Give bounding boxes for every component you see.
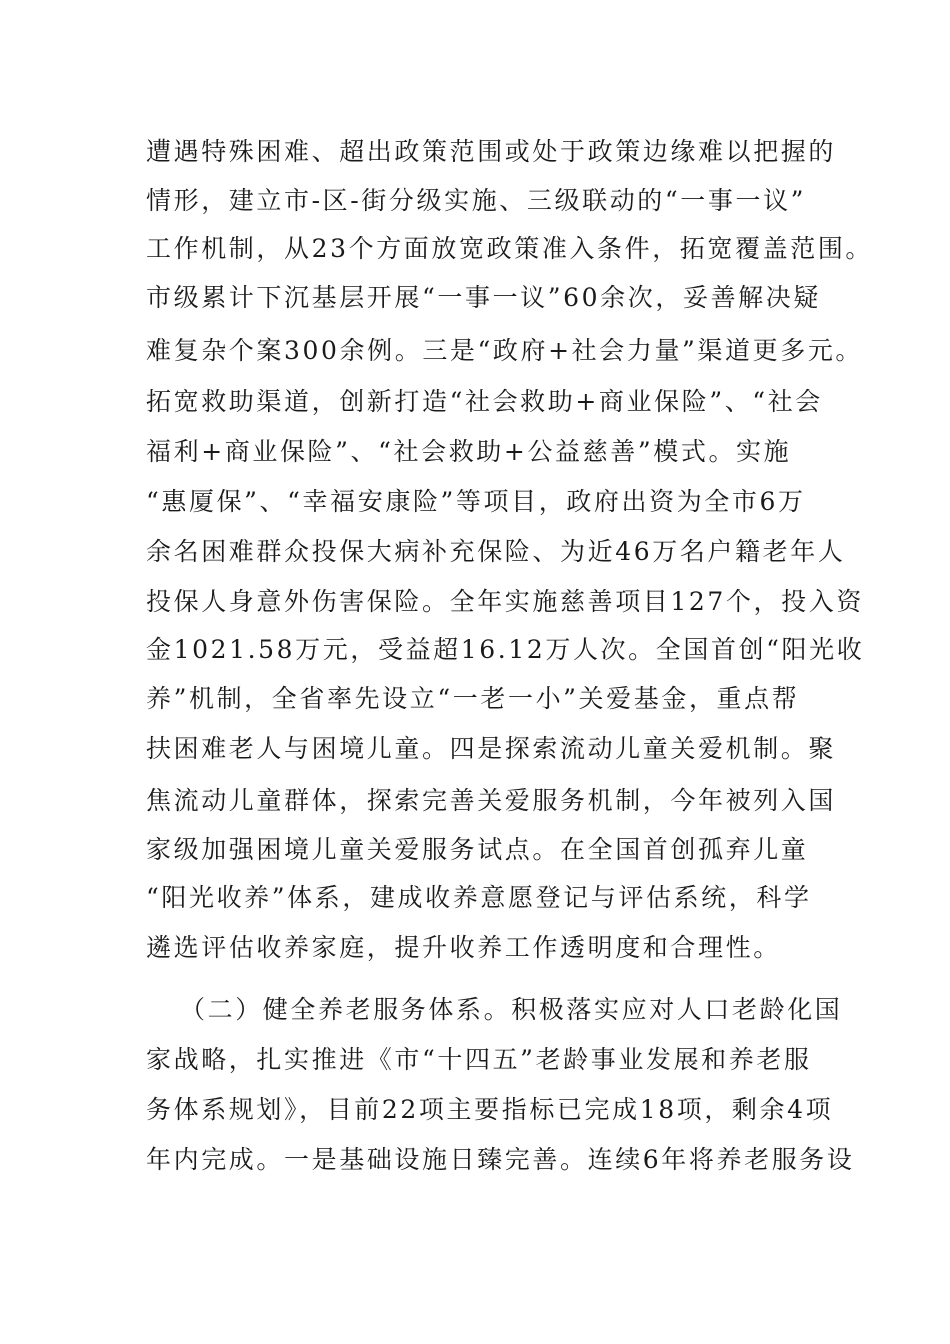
text-line: 务体系规划》，目前22项主要指标已完成18项，剩余4项 <box>146 1095 834 1124</box>
text-line: 情形，建立市-区-街分级实施、三级联动的“一事一议” <box>146 186 807 215</box>
text-line: 拓宽救助渠道，创新打造“社会救助+商业保险”、“社会 <box>146 387 823 416</box>
text-line: 遭遇特殊困难、超出政策范围或处于政策边缘难以把握的 <box>146 137 837 166</box>
text-line: 金1021.58万元，受益超16.12万人次。全国首创“阳光收 <box>146 635 865 664</box>
text-line: 家战略，扎实推进《市“十四五”老龄事业发展和养老服 <box>146 1045 812 1074</box>
text-line: 余名困难群众投保大病补充保险、为近46万名户籍老年人 <box>146 537 846 566</box>
text-line: 年内完成。一是基础设施日臻完善。连续6年将养老服务设 <box>146 1145 855 1174</box>
text-line: 福利+商业保险”、“社会救助+公益慈善”模式。实施 <box>146 437 792 466</box>
text-line: 市级累计下沉基层开展“一事一议”60余次，妥善解决疑 <box>146 283 821 312</box>
text-line: “阳光收养”体系，建成收养意愿登记与评估系统，科学 <box>146 883 812 912</box>
text-line: 遴选评估收养家庭，提升收养工作透明度和合理性。 <box>146 933 781 962</box>
paragraph-first-line: （二）健全养老服务体系。积极落实应对人口老龄化国 <box>180 995 843 1024</box>
text-line: 投保人身意外伤害保险。全年实施慈善项目127个，投入资 <box>146 587 864 616</box>
text-line: 扶困难老人与困境儿童。四是探索流动儿童关爱机制。聚 <box>146 734 837 763</box>
text-line: 焦流动儿童群体，探索完善关爱服务机制，今年被列入国 <box>146 786 837 815</box>
text-line: 养”机制，全省率先设立“一老一小”关爱基金，重点帮 <box>146 684 800 713</box>
text-line: “惠厦保”、“幸福安康险”等项目，政府出资为全市6万 <box>146 487 806 516</box>
text-line: 难复杂个案300余例。三是“政府+社会力量”渠道更多元。 <box>146 336 864 365</box>
text-line: 工作机制，从23个方面放宽政策准入条件，拓宽覆盖范围。 <box>146 234 874 263</box>
text-line: 家级加强困境儿童关爱服务试点。在全国首创孤弃儿童 <box>146 835 809 864</box>
